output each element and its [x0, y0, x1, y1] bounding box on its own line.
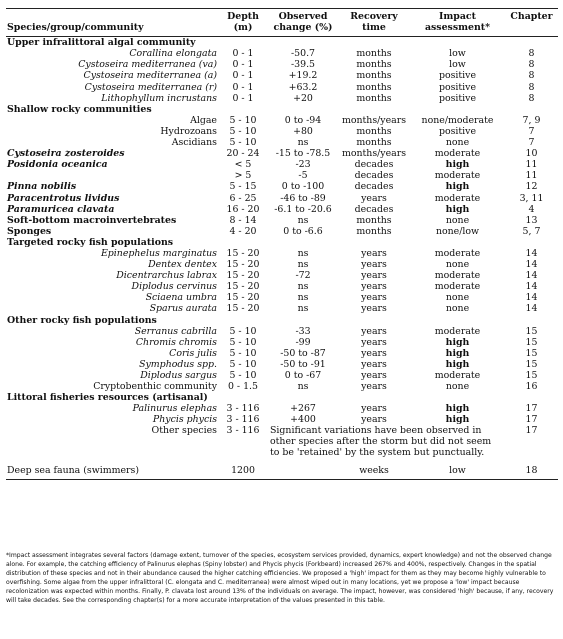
table-body — [6, 37, 558, 480]
chapter-cell: 8 — [528, 81, 535, 93]
impact-cell: moderate — [434, 170, 481, 182]
table-row — [6, 93, 558, 104]
group-header-row — [6, 315, 558, 326]
depth-cell: 5 - 15 — [229, 181, 257, 193]
group-title: Shallow rocky communities — [7, 103, 152, 115]
deep-sea-row — [6, 462, 558, 480]
chapter-cell: 14 — [525, 259, 538, 271]
depth-cell: 15 - 20 — [226, 259, 260, 271]
recovery-time-cell: years — [361, 303, 387, 315]
table-row — [6, 303, 558, 314]
depth-cell: 3 - 116 — [226, 425, 260, 437]
species-name: Chromis chromis — [135, 336, 217, 348]
header-chapter: Chapter — [510, 11, 553, 22]
depth-cell: 20 - 24 — [226, 148, 260, 160]
observed-change-cell: +20 — [293, 92, 313, 104]
impact-cell: high — [445, 159, 470, 171]
recovery-time-cell: decades — [354, 159, 394, 171]
impact-cell: high — [445, 203, 470, 215]
chapter-cell: 12 — [525, 181, 538, 193]
recovery-time-cell: months — [356, 225, 392, 237]
species-name: Dicentrarchus labrax — [116, 270, 217, 282]
impact-table — [6, 8, 558, 480]
species-name: Lithophyllum incrustans — [101, 92, 217, 104]
footnote-text: *Impact assessment integrates several factors (damage extent, turnover of the species, ecosystem services provided, dynamics, expert knowledge) and not the observed change alone. For example, the catching efficiency of Palinurus elephas (Spiny lobster) and Phycis phycis (Forkbeard) increased 267% and 400%, respectively. Changes in the spatial distribution of these species and not in their abundance caused the higher catching efficiencies. We proposed a 'high' impact for them as they may become highly vulnerable to overfishing. Some algae from the upper infralittoral (C. elongata and C. mediterranea) were almost wiped out in many locations, yet we propose a 'low' impact because recolonization was expected within months. Finally, P. clavata lost around 13% of the individuals on average. The impact, however, was considered 'high' because, if any, recovery will take decades. See the corresponding chapter(s) for a more accurate interpretation of the values presented in this table. — [6, 552, 554, 605]
table-row — [6, 170, 558, 181]
recovery-time-cell: years — [361, 358, 387, 370]
species-name: Serranus cabrilla — [134, 325, 217, 337]
observed-change-cell: -5 — [298, 170, 308, 182]
impact-cell: high — [445, 347, 470, 359]
depth-cell: 0 - 1 — [232, 92, 254, 104]
depth-cell: 5 - 10 — [229, 370, 257, 381]
observed-change-cell: ns — [297, 137, 309, 149]
depth-cell: 1200 — [231, 465, 255, 477]
impact-cell: positive — [438, 70, 477, 82]
depth-cell: 15 - 20 — [226, 270, 260, 282]
observed-change-cell: +19.2 — [288, 70, 318, 82]
impact-table-document — [6, 8, 558, 480]
recovery-time-cell: years — [361, 336, 387, 348]
group-title: Other rocky fish populations — [7, 314, 157, 326]
chapter-cell: 17 — [525, 403, 538, 415]
recovery-time-cell: years — [361, 259, 387, 271]
species-name: Symphodus spp. — [139, 358, 217, 370]
recovery-time-cell: years — [361, 403, 387, 415]
impact-cell: none/low — [435, 225, 480, 237]
recovery-time-cell: months — [356, 92, 392, 104]
recovery-time-cell: years — [361, 414, 387, 426]
impact-cell: high — [445, 336, 470, 348]
table-row — [6, 292, 558, 303]
observed-change-cell: +400 — [290, 414, 316, 426]
species-name: Soft-bottom macroinvertebrates — [7, 214, 177, 226]
species-name: Cystoseira zosteroides — [7, 148, 125, 160]
species-name: Dentex dentex — [148, 259, 217, 271]
species-name: Cryptobenthic community — [93, 381, 217, 393]
impact-cell: moderate — [434, 270, 481, 282]
note-cell: Significant variations have been observed in other species after the storm but did not seem to be 'retained' by the system but punctually. — [270, 425, 492, 458]
observed-change-cell: ns — [297, 214, 309, 226]
species-name: Sparus aurata — [149, 303, 217, 315]
depth-cell: 5 - 10 — [229, 325, 257, 337]
table-row — [6, 403, 558, 414]
recovery-time-cell: months — [356, 48, 392, 60]
impact-cell: none — [445, 137, 470, 149]
depth-cell: 5 - 10 — [229, 347, 257, 359]
chapter-cell: 7, 9 — [522, 114, 541, 126]
table-row — [6, 126, 558, 137]
impact-cell: moderate — [434, 281, 481, 293]
observed-change-cell: +80 — [293, 125, 313, 137]
depth-cell: 15 - 20 — [226, 247, 260, 259]
depth-cell: 8 - 14 — [229, 214, 257, 226]
impact-cell: none — [445, 214, 470, 226]
table-row — [6, 348, 558, 359]
chapter-cell: 11 — [525, 170, 538, 182]
table-row — [6, 59, 558, 70]
observed-change-cell: -46 to -89 — [280, 192, 326, 204]
species-name: Palinurus elephas — [132, 403, 217, 415]
chapter-cell: 3, 11 — [519, 192, 544, 204]
observed-change-cell: -6.1 to -20.6 — [274, 203, 332, 215]
observed-change-cell: ns — [297, 292, 309, 304]
depth-cell: 3 - 116 — [226, 403, 260, 415]
depth-cell: 15 - 20 — [226, 292, 260, 304]
impact-cell: moderate — [434, 192, 481, 204]
observed-change-cell: +267 — [290, 403, 316, 415]
recovery-time-cell: months — [356, 59, 392, 71]
species-name: Sciaena umbra — [145, 292, 217, 304]
table-row — [6, 48, 558, 59]
chapter-cell: 8 — [528, 48, 535, 60]
impact-cell: high — [445, 414, 470, 426]
observed-change-cell: -50 to -91 — [280, 358, 326, 370]
species-name — [6, 170, 218, 181]
depth-cell: 5 - 10 — [229, 125, 257, 137]
chapter-cell: 15 — [525, 347, 538, 359]
table-row — [6, 181, 558, 192]
chapter-cell: 13 — [525, 214, 538, 226]
table-row — [6, 193, 558, 204]
impact-cell: none — [445, 259, 470, 271]
chapter-cell: 16 — [525, 381, 538, 393]
observed-change-cell: ns — [297, 259, 309, 271]
species-name: Phycis phycis — [152, 414, 217, 426]
recovery-time-cell: months — [356, 125, 392, 137]
observed-change-cell: -50 to -87 — [280, 347, 326, 359]
header-species: Species/group/community — [7, 22, 144, 34]
table-row — [6, 226, 558, 237]
recovery-time-cell: months/years — [341, 148, 407, 160]
chapter-cell: 4 — [528, 203, 535, 215]
chapter-cell: 8 — [528, 92, 535, 104]
table-row — [6, 359, 558, 370]
table-row — [6, 248, 558, 259]
depth-cell: 0 - 1 — [232, 81, 254, 93]
depth-cell: 16 - 20 — [226, 203, 260, 215]
chapter-cell: 8 — [528, 59, 535, 71]
table-row — [6, 215, 558, 226]
recovery-time-cell: years — [361, 270, 387, 282]
species-name: Cystoseira mediterranea (r) — [84, 81, 217, 93]
recovery-time-cell: years — [361, 381, 387, 393]
impact-cell: low — [449, 48, 466, 60]
species-name: Paramuricea clavata — [7, 203, 115, 215]
chapter-cell: 14 — [525, 292, 538, 304]
chapter-cell: 10 — [525, 148, 538, 160]
species-name: Diplodus sargus — [140, 370, 217, 381]
recovery-time-cell: years — [361, 347, 387, 359]
chapter-cell: 17 — [525, 414, 538, 426]
table-row — [6, 326, 558, 337]
impact-cell: moderate — [434, 148, 481, 160]
chapter-cell: 7 — [528, 137, 535, 149]
header-observed-change: Observed change (%) — [273, 11, 333, 34]
species-name: Diplodus cervinus — [131, 281, 217, 293]
depth-cell: 0 - 1 — [232, 59, 254, 71]
recovery-time-cell: months/years — [341, 114, 407, 126]
table-row — [6, 337, 558, 348]
impact-cell: high — [445, 403, 470, 415]
species-name: Algae — [190, 114, 217, 126]
group-title: Littoral fisheries resources (artisanal) — [7, 392, 208, 404]
observed-change-cell: ns — [297, 247, 309, 259]
depth-cell: 15 - 20 — [226, 303, 260, 315]
impact-cell: moderate — [434, 247, 481, 259]
footnote — [6, 551, 558, 606]
observed-change-cell: 0 to -6.6 — [283, 225, 323, 237]
table-row — [6, 148, 558, 159]
species-name: Hydrozoans — [160, 125, 217, 137]
chapter-cell: 14 — [525, 247, 538, 259]
recovery-time-cell: decades — [354, 203, 394, 215]
observed-change-cell: -50.7 — [290, 48, 316, 60]
impact-cell: low — [449, 465, 466, 477]
depth-cell: 3 - 116 — [226, 414, 260, 426]
species-name: Cystoseira mediterranea (va) — [78, 59, 217, 71]
observed-change-cell: ns — [297, 381, 309, 393]
observed-change-cell: -15 to -78.5 — [275, 148, 331, 160]
chapter-cell: 11 — [525, 159, 538, 171]
impact-cell: low — [449, 59, 466, 71]
depth-cell: < 5 — [234, 159, 252, 171]
species-name: Coris julis — [169, 347, 217, 359]
observed-change-cell: -99 — [295, 336, 311, 348]
observed-change-cell: -33 — [295, 325, 311, 337]
recovery-time-cell: years — [361, 247, 387, 259]
table-row — [6, 115, 558, 126]
observed-change-cell: -72 — [295, 270, 311, 282]
species-name: Corallina elongata — [129, 48, 217, 60]
recovery-time-cell: decades — [354, 170, 394, 182]
header-depth: Depth (m) — [227, 11, 259, 34]
group-title: Upper infralittoral algal community — [7, 37, 196, 49]
observed-change-cell: 0 to -94 — [284, 114, 322, 126]
observed-change-cell: -39.5 — [290, 59, 316, 71]
table-row — [6, 425, 558, 459]
observed-change-cell: -23 — [295, 159, 311, 171]
chapter-cell: 15 — [525, 325, 538, 337]
impact-cell: none — [445, 303, 470, 315]
table-row — [6, 414, 558, 425]
group-header-row — [6, 237, 558, 248]
table-row — [6, 281, 558, 292]
observed-change-cell: 0 to -67 — [284, 370, 322, 381]
depth-cell: 5 - 10 — [229, 114, 257, 126]
chapter-cell: 18 — [525, 465, 538, 477]
impact-cell: high — [445, 181, 470, 193]
observed-change-cell — [268, 462, 338, 480]
table-row — [6, 381, 558, 392]
species-name: Ascidians — [171, 137, 217, 149]
table-row — [6, 370, 558, 381]
species-name: Deep sea fauna (swimmers) — [7, 465, 139, 477]
recovery-time-cell: months — [356, 137, 392, 149]
chapter-cell: 14 — [525, 281, 538, 293]
table-row — [6, 270, 558, 281]
impact-cell: none/moderate — [421, 114, 494, 126]
species-name: Sponges — [7, 225, 52, 237]
species-name: Epinephelus marginatus — [100, 247, 217, 259]
recovery-time-cell: years — [361, 192, 387, 204]
species-name: Pinna nobilis — [7, 181, 77, 193]
depth-cell: 15 - 20 — [226, 281, 260, 293]
depth-cell: 6 - 25 — [229, 192, 257, 204]
observed-change-cell: ns — [297, 303, 309, 315]
depth-cell: 0 - 1 — [232, 70, 254, 82]
table-row — [6, 259, 558, 270]
recovery-time-cell: months — [356, 70, 392, 82]
recovery-time-cell: years — [361, 281, 387, 293]
table-row — [6, 70, 558, 81]
species-name: Cystoseira mediterranea (a) — [83, 70, 217, 82]
table-row — [6, 82, 558, 93]
recovery-time-cell: decades — [354, 181, 394, 193]
observed-change-cell: +63.2 — [288, 81, 318, 93]
table-row — [6, 159, 558, 170]
table-row — [6, 204, 558, 215]
chapter-cell: 14 — [525, 270, 538, 282]
recovery-time-cell: years — [361, 292, 387, 304]
chapter-cell: 15 — [525, 336, 538, 348]
species-name: Posidonia oceanica — [7, 159, 108, 171]
depth-cell: 5 - 10 — [229, 336, 257, 348]
group-title: Targeted rocky fish populations — [7, 236, 174, 248]
group-header-row — [6, 392, 558, 403]
depth-cell: 5 - 10 — [229, 358, 257, 370]
group-header-row — [6, 104, 558, 115]
recovery-time-cell: months — [356, 81, 392, 93]
depth-cell: 0 - 1.5 — [227, 381, 258, 393]
impact-cell: positive — [438, 125, 477, 137]
depth-cell: 0 - 1 — [232, 48, 254, 60]
depth-cell: 5 - 10 — [229, 137, 257, 149]
recovery-time-cell: years — [361, 325, 387, 337]
impact-cell: positive — [438, 81, 477, 93]
recovery-time-cell: weeks — [359, 465, 389, 477]
group-header-row — [6, 37, 558, 49]
chapter-cell: 7 — [528, 125, 535, 137]
depth-cell: 4 - 20 — [229, 225, 257, 237]
table-header — [6, 9, 558, 37]
chapter-cell: 15 — [525, 358, 538, 370]
observed-change-cell: 0 to -100 — [281, 181, 325, 193]
chapter-cell: 17 — [525, 425, 538, 437]
chapter-cell: 5, 7 — [522, 225, 541, 237]
chapter-cell: 15 — [525, 370, 538, 381]
impact-cell: high — [445, 358, 470, 370]
recovery-time-cell: months — [356, 214, 392, 226]
recovery-time-cell: years — [361, 370, 387, 381]
species-name: Paracentrotus lividus — [7, 192, 120, 204]
impact-cell: none — [445, 381, 470, 393]
table-row — [6, 137, 558, 148]
impact-cell: positive — [438, 92, 477, 104]
impact-cell: moderate — [434, 325, 481, 337]
chapter-cell: 8 — [528, 70, 535, 82]
header-recovery-time: Recovery time — [350, 11, 398, 34]
impact-cell: moderate — [434, 370, 481, 381]
depth-cell: > 5 — [234, 170, 252, 182]
species-name: Other species — [151, 425, 217, 437]
impact-cell: none — [445, 292, 470, 304]
observed-change-cell: ns — [297, 281, 309, 293]
header-impact-assessment: Impact assessment* — [424, 11, 491, 34]
chapter-cell: 14 — [525, 303, 538, 315]
